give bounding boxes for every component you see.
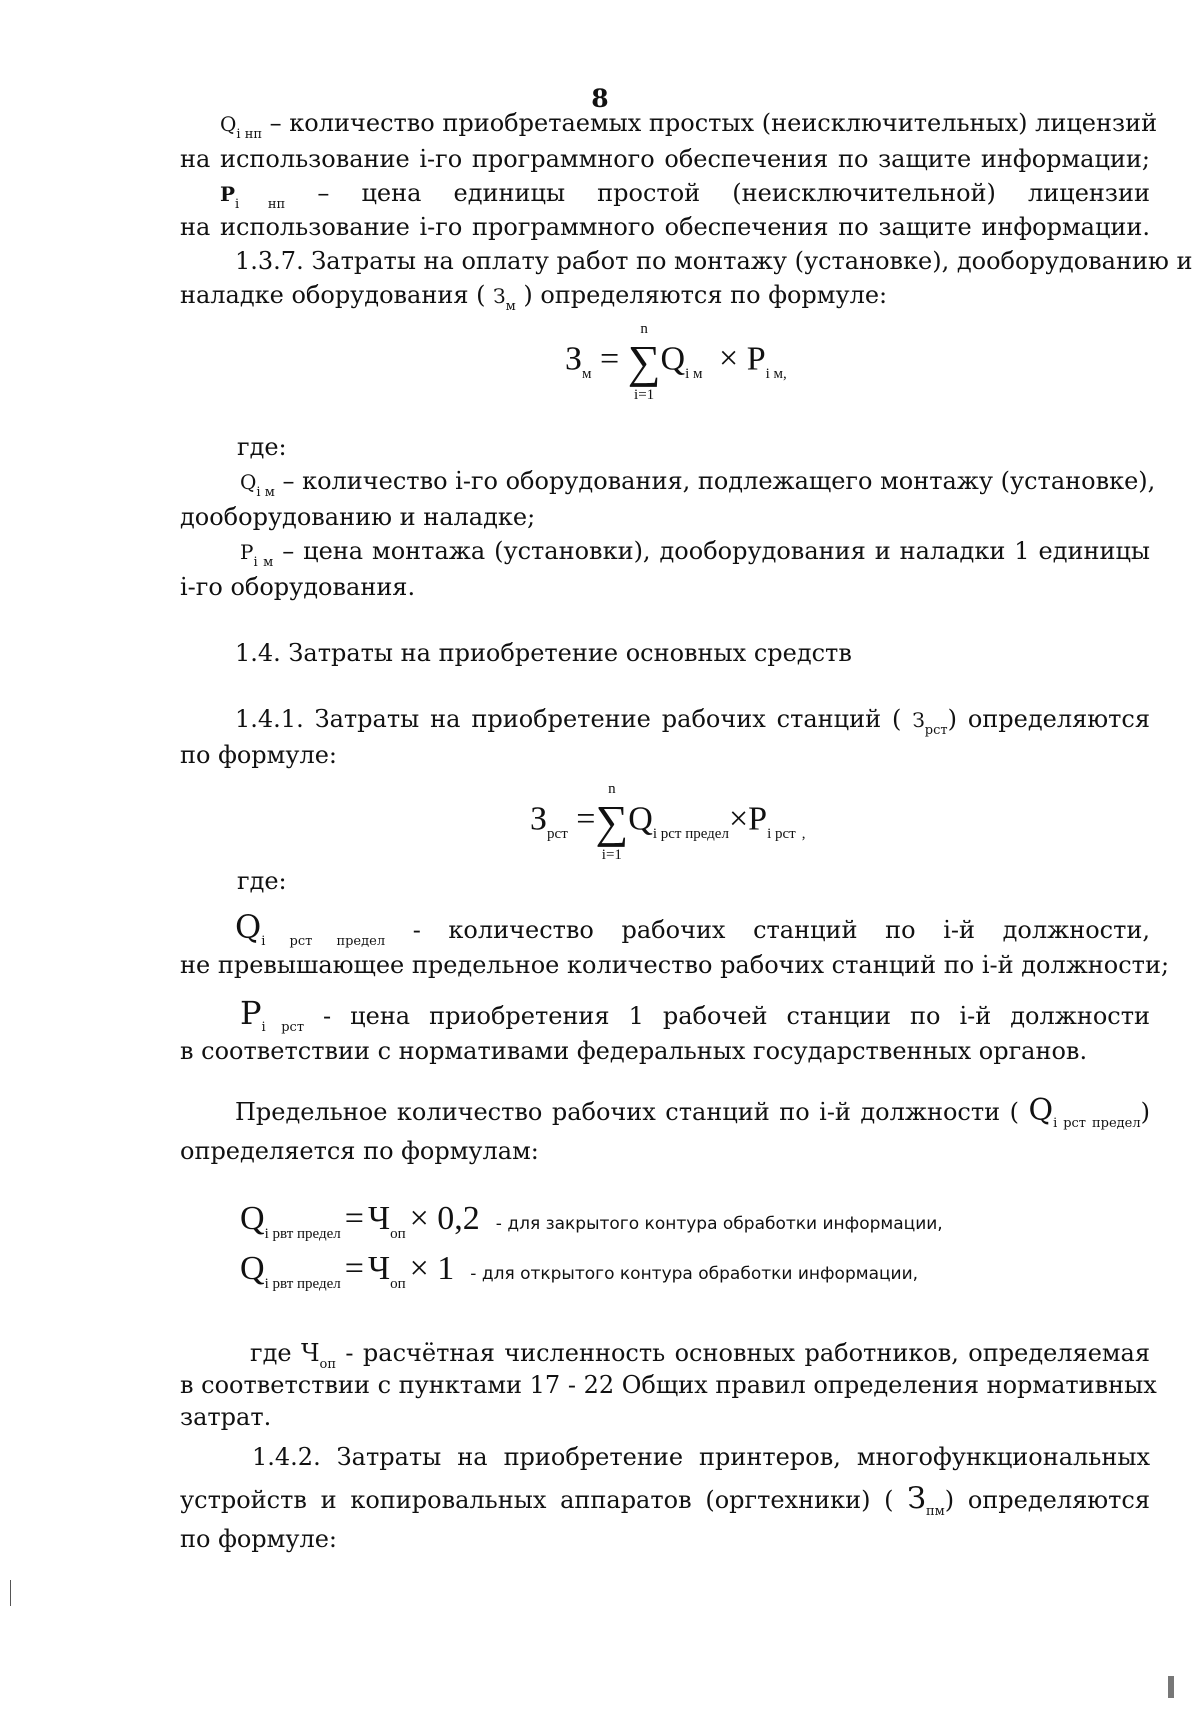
sum-sign: n ∑ i=1 bbox=[627, 321, 661, 403]
formula-rst: $З_{рст}$ = n ∑ i=1 $Q_{i рст предел}\times P_{i рст}$ $_,$ bbox=[530, 781, 806, 863]
symbol-q: $Q_{i нп}$ bbox=[220, 112, 263, 142]
text-line: затрат. bbox=[180, 1403, 272, 1431]
line-q-inp: $Q_{i нп}$ – количество приобретаемых простых (неисключительных) лицензий bbox=[220, 109, 1158, 142]
text-line: по формуле: bbox=[180, 1525, 337, 1553]
text-line: Предельное количество рабочих станций по i-й должности ( $Q_{i рст предел}$) bbox=[235, 1093, 1150, 1131]
line-q-im: $Q_{i м}$ – количество i-го оборудования, подлежащего монтажу (установке), bbox=[240, 467, 1156, 500]
formula-montazh: $З_м$ = n ∑ i=1 $Q_{i м} \times P_{i м,}$ bbox=[565, 321, 787, 403]
formula-open-contour: Qi рвт предел = Чоп × 1 - для открытого контура обработки информации, bbox=[240, 1250, 919, 1292]
line-p-im: $P_{i м}$ – цена монтажа (установки), дооборудования и наладки 1 единицы bbox=[240, 537, 1151, 570]
text-line: на использование i-го программного обеспечения по защите информации. bbox=[180, 213, 1150, 241]
symbol-q: $Q_{i рст предел}$ bbox=[235, 908, 386, 949]
text-line: 1.4.2. Затраты на приобретение принтеров, многофункциональных bbox=[252, 1443, 1150, 1471]
symbol-p: $P_{i м}$ bbox=[240, 540, 274, 570]
symbol-p: $P_{i рст}$ bbox=[240, 994, 305, 1035]
line-p-rst: $P_{i рст}$ - цена приобретения 1 рабочей станции по i-й должности bbox=[240, 994, 1150, 1035]
line-p-inp: $P_{i нп}$ – цена единицы простой (неисключительной) лицензии bbox=[220, 179, 1150, 212]
text-line: в соответствии с пунктами 17 - 22 Общих правил определения нормативных bbox=[180, 1371, 1157, 1399]
text-line: определяется по формулам: bbox=[180, 1137, 539, 1165]
text-line: 1.3.7. Затраты на оплату работ по монтажу (установке), дооборудованию и bbox=[235, 247, 1193, 275]
symbol-q: $Q_{i м}$ bbox=[240, 470, 275, 500]
text-line: 1.4.1. Затраты на приобретение рабочих станций ( $З_{рст}$) определяются bbox=[235, 705, 1150, 738]
text-line: устройств и копировальных аппаратов (оргтехники) ( $З_{пм}$) определяются bbox=[180, 1481, 1150, 1519]
formula-closed-contour: Qi рвт предел = Чоп × 0,2 - для закрытого контура обработки информации, bbox=[240, 1200, 943, 1242]
text-line: в соответствии с нормативами федеральных государственных органов. bbox=[180, 1037, 1088, 1065]
text-line: не превышающее предельное количество рабочих станций по i-й должности; bbox=[180, 951, 1170, 979]
line-q-rst: $Q_{i рст предел}$ - количество рабочих станций по i-й должности, bbox=[235, 908, 1150, 949]
text-line: на использование i-го программного обеспечения по защите информации; bbox=[180, 145, 1150, 173]
text-line: наладке оборудования ( $З_м$ ) определяются по формуле: bbox=[180, 281, 888, 314]
symbol-p: $P_{i нп}$ bbox=[220, 182, 286, 212]
where-label: где: bbox=[237, 433, 287, 461]
scan-mark bbox=[1168, 1676, 1174, 1698]
text-line: i-го оборудования. bbox=[180, 573, 416, 601]
section-heading: 1.4. Затраты на приобретение основных средств bbox=[235, 639, 852, 667]
text-line: дооборудованию и наладке; bbox=[180, 503, 536, 531]
text-line: где $Ч_{оп}$ - расчётная численность основных работников, определяемая bbox=[250, 1339, 1151, 1372]
where-label: где: bbox=[237, 867, 287, 895]
page-number: 8 bbox=[591, 84, 609, 113]
scan-mark bbox=[10, 1580, 11, 1606]
sum-sign: n ∑ i=1 bbox=[595, 781, 629, 863]
text-line: по формуле: bbox=[180, 741, 337, 769]
